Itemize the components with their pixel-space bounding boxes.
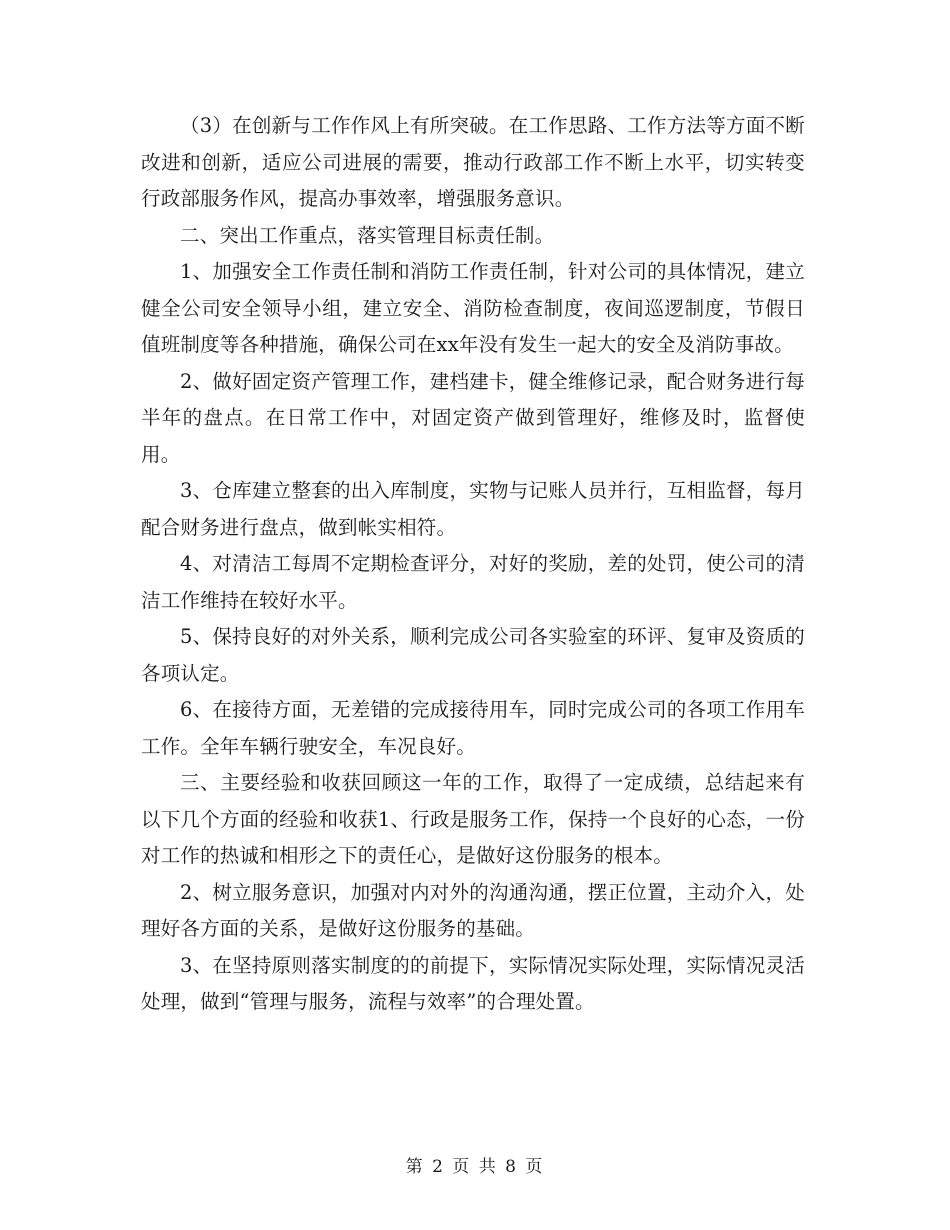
section-heading: 二、突出工作重点，落实管理目标责任制。 [180,223,555,247]
paragraph: 6、在接待方面，无差错的完成接待用车，同时完成公司的各项工作用车工作。全年车辆行驶安全，车况良好。 [141,698,805,758]
paragraph: 3、在坚持原则落实制度的的前提下，实际情况实际处理，实际情况灵活处理，做到“管理与服务，流程与效率”的合理处置。 [141,953,805,1013]
paragraph: （3）在创新与工作作风上有所突破。在工作思路、工作方法等方面不断改进和创新，适应公司进展的需要，推动行政部工作不断上水平，切实转变行政部服务作风，提高办事效率，增强服务意识。 [141,114,805,210]
paragraph: 3、仓库建立整套的出入库制度，实物与记账人员并行，互相监督，每月配合财务进行盘点，做到帐实相符。 [141,479,805,539]
paragraph: 1、加强安全工作责任制和消防工作责任制，针对公司的具体情况，建立健全公司安全领导小组，建立安全、消防检查制度，夜间巡逻制度，节假日值班制度等各种措施，确保公司在xx年没有发生一起大的安全及消防事故。 [141,260,805,356]
page-footer: 第 2 页 共 8 页 [405,1157,545,1177]
document-body [141,108,805,1021]
paragraph: 2、树立服务意识，加强对内对外的沟通沟通，摆正位置，主动介入，处理好各方面的关系，是做好这份服务的基础。 [141,880,805,940]
paragraph: 5、保持良好的对外关系，顺利完成公司各实验室的环评、复审及资质的各项认定。 [141,625,805,685]
section-heading: 三、主要经验和收获回顾这一年的工作，取得了一定成绩，总结起来有以下几个方面的经验和收获1、行政是服务工作，保持一个良好的心态，一份对工作的热诚和相形之下的责任心，是做好这份服务的根本。 [141,771,805,867]
paragraph: 2、做好固定资产管理工作，建档建卡，健全维修记录，配合财务进行每半年的盘点。在日常工作中，对固定资产做到管理好，维修及时，监督使用。 [141,369,805,466]
paragraph: 4、对清洁工每周不定期检查评分，对好的奖励，差的处罚，使公司的清洁工作维持在较好水平。 [141,552,805,612]
